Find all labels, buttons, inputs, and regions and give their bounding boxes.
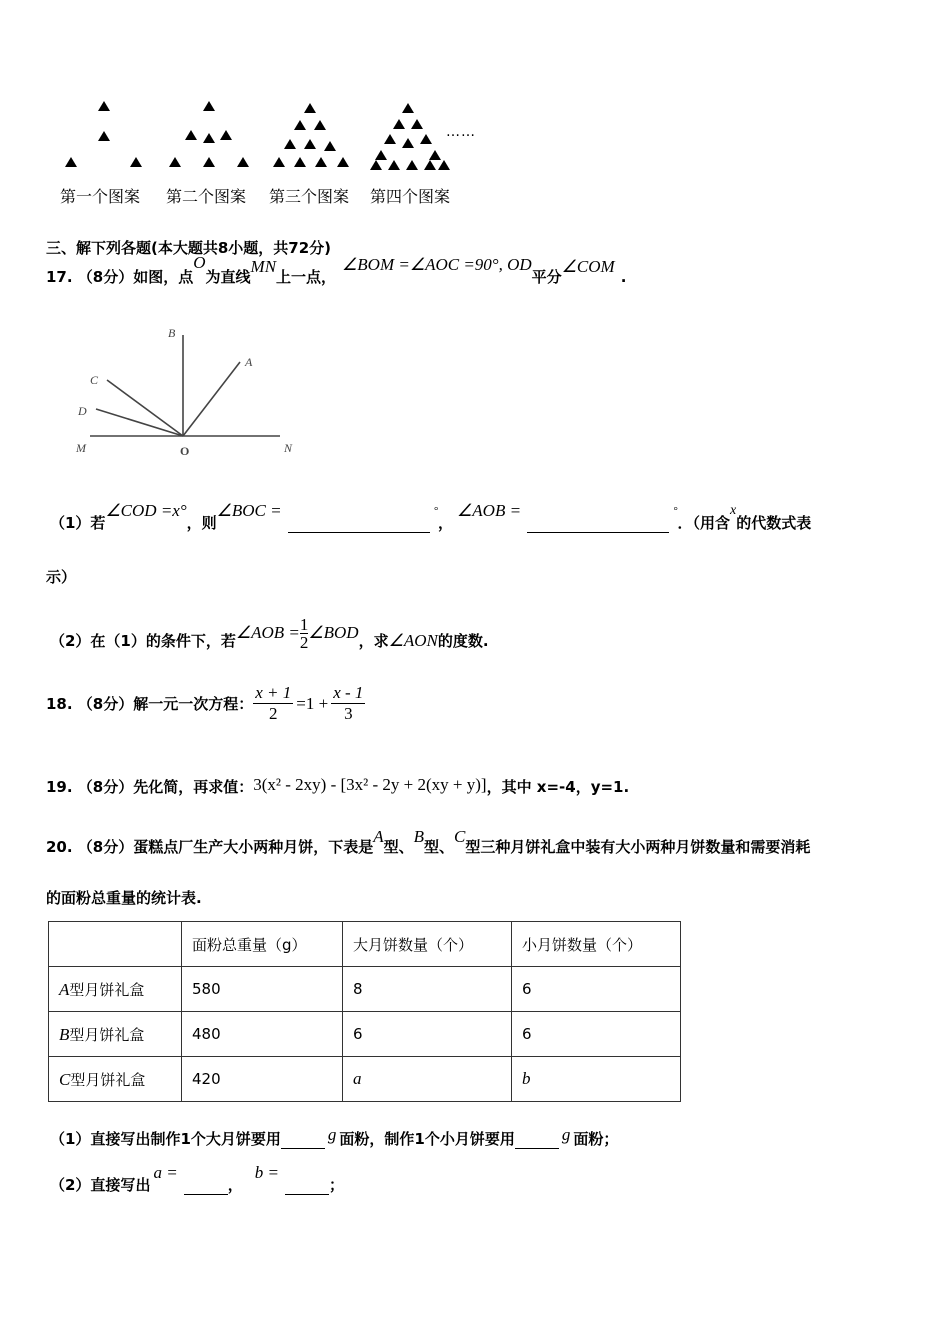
header-cell <box>49 922 182 967</box>
degree: ° <box>673 505 678 517</box>
small-cake-blank[interactable] <box>515 1148 559 1149</box>
label-d: D <box>78 404 87 418</box>
header-cell: 大月饼数量（个） <box>343 922 512 967</box>
b-answer-blank[interactable] <box>285 1194 329 1195</box>
ray-od <box>96 409 183 436</box>
table-cell: 8 <box>343 967 512 1012</box>
table-cell: b <box>512 1057 681 1102</box>
q20-text: 型、 <box>424 838 455 856</box>
type-b: B <box>413 827 425 846</box>
part1-text: ，则 <box>186 514 217 532</box>
caption-2: 第二个图案 <box>166 187 247 206</box>
q17-text: 平分 <box>531 268 562 286</box>
var-a: a = <box>153 1163 178 1182</box>
numerator: x + 1 <box>255 683 292 702</box>
equals-one-plus: =1 + <box>296 693 329 713</box>
var-x: x <box>729 503 737 518</box>
denominator: 2 <box>269 704 278 723</box>
table-cell: 480 <box>182 1012 343 1057</box>
q20-line1 <box>46 827 811 857</box>
header-cell: 面粉总重量（g） <box>182 922 343 967</box>
mooncake-table <box>48 921 681 1102</box>
caption-3: 第三个图案 <box>269 187 350 206</box>
label-a: A <box>245 355 253 369</box>
q17-part1-cont: 示） <box>46 568 77 586</box>
angle-aon: ∠AON <box>388 631 438 650</box>
part1-text: 面粉，制作1个小月饼要用 <box>339 1130 515 1148</box>
point-o: O <box>193 253 206 272</box>
label-c: C <box>90 373 99 387</box>
q17-prefix: 17. （8分）如图，点 <box>46 268 194 286</box>
line-mn: MN <box>250 257 277 276</box>
given-cod: ∠COD =x° <box>105 501 187 520</box>
part1-prefix: （1）直接写出制作1个大月饼要用 <box>50 1130 281 1148</box>
var-b: b = <box>254 1163 279 1182</box>
row-label-text: 型月饼礼盒 <box>70 1070 146 1089</box>
q17-part1 <box>50 501 812 533</box>
q17-condition: ∠BOM =∠AOC =90°, OD <box>342 255 532 274</box>
angle-aob: ∠AOB = <box>457 501 522 520</box>
table-row <box>49 967 681 1012</box>
q19-prefix: 19. （8分）先化简，再求值： <box>46 778 254 796</box>
row-label-text: 型月饼礼盒 <box>69 1025 145 1044</box>
denominator: 2 <box>299 633 309 652</box>
part1-text: 的代数式表 <box>736 514 812 532</box>
ellipsis: …… <box>446 124 476 140</box>
q17-part2 <box>50 615 489 659</box>
q20-part1 <box>50 1125 619 1149</box>
angle-aob: ∠AOB = <box>235 623 300 642</box>
table-cell: 6 <box>343 1012 512 1057</box>
table-cell: a <box>343 1057 512 1102</box>
row-label <box>49 1057 182 1102</box>
row-label <box>49 967 182 1012</box>
fraction-1 <box>253 683 293 724</box>
part2-text: ； <box>328 1176 344 1194</box>
part2-prefix: （2）在（1）的条件下，若 <box>50 632 236 650</box>
q20-text: 型、 <box>383 838 414 856</box>
boc-answer-blank[interactable] <box>288 532 430 533</box>
q20-part2 <box>50 1163 344 1195</box>
label-o: O <box>180 444 190 458</box>
label-n: N <box>284 441 293 455</box>
table-row <box>49 1057 681 1102</box>
a-answer-blank[interactable] <box>184 1194 228 1195</box>
angle-diagram <box>60 320 320 465</box>
q17-text: 上一点， <box>276 268 337 286</box>
numerator: x - 1 <box>333 683 364 702</box>
part2-text: ，求 <box>358 632 389 650</box>
angle-boc: ∠BOC = <box>216 501 282 520</box>
aob-answer-blank[interactable] <box>527 532 669 533</box>
part2-text: ， <box>227 1176 243 1194</box>
table-row <box>49 1012 681 1057</box>
q17-end: . <box>620 268 627 286</box>
section-heading: 三、解下列各题(本大题共8小题，共72分) <box>46 239 332 257</box>
part1-text: ， <box>438 514 454 532</box>
table-cell: 6 <box>512 1012 681 1057</box>
q20-line2: 的面粉总重量的统计表. <box>46 889 202 907</box>
header-cell: 小月饼数量（个） <box>512 922 681 967</box>
q20-text: 型三种月饼礼盒中装有大小两种月饼数量和需要消耗 <box>465 838 811 856</box>
q19 <box>46 776 629 797</box>
q17-text: 为直线 <box>205 268 251 286</box>
part1-text: 面粉； <box>573 1130 619 1148</box>
type-c: C <box>454 827 466 846</box>
q19-suffix: ，其中 x=-4，y=1. <box>486 778 630 796</box>
q18-prefix: 18. （8分）解一元一次方程： <box>46 695 254 713</box>
large-cake-blank[interactable] <box>281 1148 325 1149</box>
unit-g: g <box>327 1125 337 1144</box>
denominator: 3 <box>344 704 353 723</box>
type-a: A <box>373 827 384 846</box>
numerator: 1 <box>299 615 309 634</box>
ray-oa <box>183 362 240 436</box>
label-m: M <box>76 441 86 455</box>
caption-4: 第四个图案 <box>370 187 451 206</box>
row-label-text: 型月饼礼盒 <box>69 980 145 999</box>
type-b: B <box>59 1024 70 1044</box>
degree: ° <box>433 505 439 517</box>
label-b: B <box>168 326 176 340</box>
part2-prefix: （2）直接写出 <box>50 1176 151 1194</box>
angle-bod: ∠BOD <box>308 623 359 642</box>
type-a: A <box>59 979 70 999</box>
part1-text: ．（用含 <box>677 514 730 532</box>
caption-1: 第一个图案 <box>60 187 141 206</box>
row-label <box>49 1012 182 1057</box>
q17-stem <box>46 253 627 287</box>
q20-prefix: 20. （8分）蛋糕点厂生产大小两种月饼，下表是 <box>46 838 374 856</box>
type-c: C <box>59 1069 71 1089</box>
table-cell: 580 <box>182 967 343 1012</box>
unit-g: g <box>561 1125 571 1144</box>
ray-oc <box>107 380 183 436</box>
angle-com: ∠COM <box>561 257 615 276</box>
part1-prefix: （1）若 <box>50 514 106 532</box>
table-cell: 420 <box>182 1057 343 1102</box>
q18 <box>46 683 365 724</box>
q19-expression: 3(x² - 2xy) - [3x² - 2y + 2(xy + y)] <box>253 775 487 794</box>
part2-text: 的度数. <box>437 632 489 650</box>
fraction-2 <box>331 683 365 724</box>
table-header-row <box>49 922 681 967</box>
table-cell: 6 <box>512 967 681 1012</box>
